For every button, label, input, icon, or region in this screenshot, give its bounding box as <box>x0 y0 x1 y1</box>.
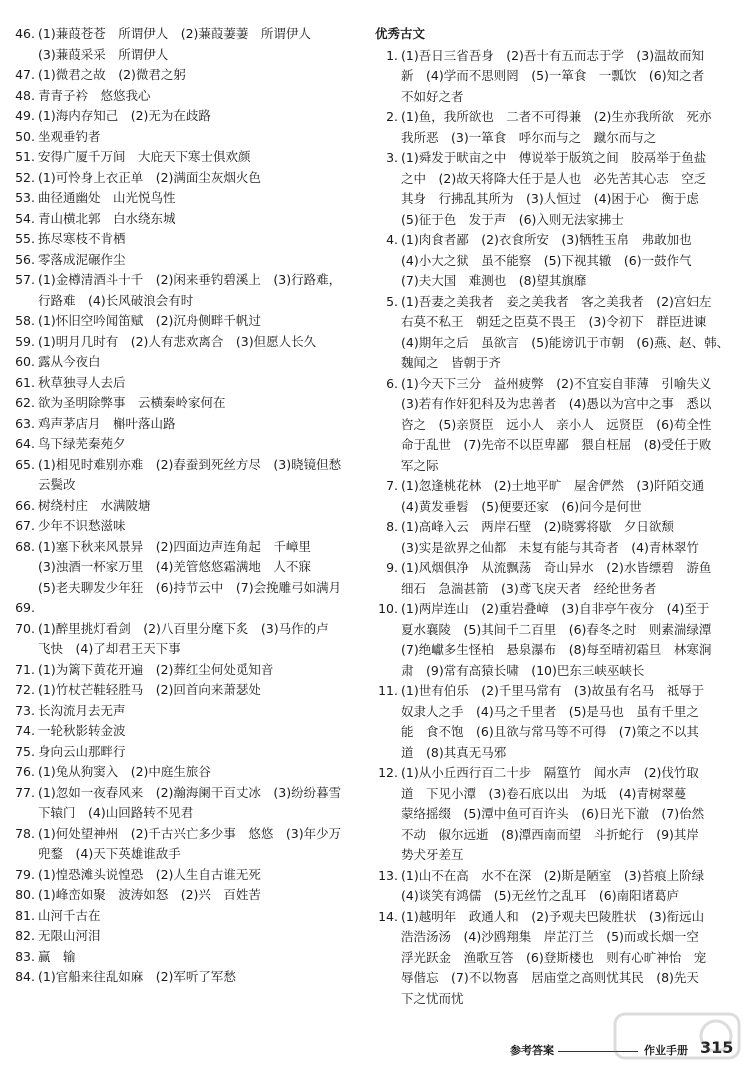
answer-number: 69. <box>15 600 35 615</box>
answer-line: 露从今夜白 <box>38 354 101 369</box>
answer-text <box>38 762 354 783</box>
answer-text <box>38 352 354 373</box>
answer-line: (5)老夫聊发少年狂 (6)持节云中 (7)会挽雕弓如满月 <box>38 579 342 595</box>
answer-text <box>38 967 354 988</box>
answer-line: 秋草独寻人去后 <box>38 374 126 390</box>
answer-text <box>401 681 739 763</box>
answer-text <box>38 885 354 906</box>
answer-text <box>38 865 354 886</box>
answer-line: (7)夫大国 难测也 (8)望其旗靡 <box>401 273 587 288</box>
answer-line: 云鬓改 <box>38 477 76 492</box>
answer-entry <box>8 352 354 373</box>
answer-entry <box>371 230 739 292</box>
answer-text <box>38 24 354 65</box>
answer-entry <box>8 660 354 681</box>
answer-text <box>38 393 354 414</box>
answer-entry <box>371 599 739 681</box>
answer-line: 奴隶人之手 (4)马之千里者 (5)是马也 虽有千里之 <box>401 703 699 719</box>
answer-number: 49. <box>15 108 35 123</box>
answer-entry <box>8 373 354 394</box>
answer-line: (1)鱼，我所欲也 二者不可得兼 (2)生亦我所欲 死亦 <box>401 109 712 124</box>
answer-line: (1)塞下秋来风景异 (2)四面边声连角起 千嶂里 <box>38 538 311 554</box>
answer-number: 1. <box>386 47 398 63</box>
answer-line: 身向云山那畔行 <box>38 743 126 759</box>
answer-line: 飞快 (4)了却君王天下事 <box>38 641 181 656</box>
answer-entry <box>8 742 354 763</box>
answer-number: 59. <box>15 333 35 349</box>
answer-line: (1)金樽清酒斗十千 (2)闲来垂钓碧溪上 (3)行路难， <box>38 272 342 287</box>
answer-line: 下之忧而忧 <box>401 990 464 1006</box>
answer-text <box>38 906 354 927</box>
answer-text <box>401 46 739 108</box>
answer-entry <box>8 188 354 209</box>
answer-number: 81. <box>15 907 35 923</box>
answer-entry <box>8 24 354 65</box>
watermark-logo <box>612 1008 742 1064</box>
answer-line: (4)黄发垂髫 (5)便要还家 (6)问今是何世 <box>401 498 642 514</box>
answer-number: 72. <box>15 682 35 697</box>
answer-number: 63. <box>15 415 35 431</box>
answer-line: 零落成泥碾作尘 <box>38 251 126 267</box>
answer-number: 58. <box>15 313 35 328</box>
answer-number: 2. <box>386 109 398 124</box>
left-column <box>8 24 354 988</box>
answer-entry <box>8 598 354 619</box>
answer-line: (1)峰峦如聚 波涛如怒 (2)兴 百姓苦 <box>38 887 261 902</box>
answer-number: 77. <box>15 784 35 800</box>
answer-line: 肃 (9)常有高猿长啸 (10)巴东三峡巫峡长 <box>401 662 645 678</box>
answer-line: 浮光跃金 渔歌互答 (6)登斯楼也 则有心旷神怡 宠 <box>401 949 707 965</box>
answer-text <box>38 229 354 250</box>
answer-line: (1)忽逢桃花林 (2)土地平旷 屋舍俨然 (3)阡陌交通 <box>401 478 705 493</box>
answer-entry <box>8 65 354 86</box>
answer-text <box>38 701 354 722</box>
answer-line: 坐观垂钓者 <box>38 128 101 144</box>
answer-entry <box>8 680 354 701</box>
answer-line: 安得广厦千万间 大庇天下寒士俱欢颜 <box>38 149 251 164</box>
answer-text <box>38 455 354 496</box>
answer-number: 62. <box>15 395 35 410</box>
answer-text <box>38 209 354 230</box>
answer-number: 52. <box>15 169 35 185</box>
answer-number: 4. <box>386 232 398 247</box>
answer-number: 82. <box>15 928 35 943</box>
answer-line: (1)兔从狗窦入 (2)中庭生旅谷 <box>38 764 211 779</box>
answer-number: 56. <box>15 251 35 267</box>
answer-line: (1)何处望神州 (2)千古兴亡多少事 悠悠 (3)年少万 <box>38 825 342 841</box>
answer-text <box>38 373 354 394</box>
answer-text <box>38 721 354 742</box>
answer-entry <box>8 86 354 107</box>
answer-number: 14. <box>378 908 398 924</box>
answer-entry <box>8 127 354 148</box>
answer-entry <box>8 721 354 742</box>
right-column <box>371 24 739 1009</box>
answer-line: (1)为篱下黄花开遍 (2)葬红尘何处觅知音 <box>38 661 274 677</box>
answer-line: 拣尽寒枝不肯栖 <box>38 231 126 246</box>
answer-line: 长沟流月去无声 <box>38 702 126 718</box>
right-entries <box>371 46 739 1010</box>
answer-number: 13. <box>378 867 398 883</box>
answer-number: 75. <box>15 743 35 759</box>
answer-text <box>38 414 354 435</box>
answer-line: (4)期年之后 虽欲言 (5)能谤讥于市朝 (6)燕、赵、韩、 <box>401 334 730 350</box>
answer-line: (1)吾妻之美我者 妾之美我者 客之美我者 (2)宫妇左 <box>401 293 712 309</box>
answer-text <box>401 599 739 681</box>
answer-number: 61. <box>15 374 35 390</box>
answer-entry <box>8 926 354 947</box>
answer-text <box>38 496 354 517</box>
answer-number: 3. <box>386 150 398 165</box>
answer-entry <box>8 332 354 353</box>
answer-number: 55. <box>15 231 35 246</box>
answer-number: 48. <box>15 87 35 103</box>
answer-number: 84. <box>15 969 35 984</box>
answer-text <box>401 866 739 907</box>
answer-line: (4)小大之狱 虽不能察 (5)下视其辙 (6)一鼓作气 <box>401 252 692 268</box>
answer-line: 道 下见小潭 (3)卷石底以出 为坻 (4)青树翠蔓 <box>401 785 687 801</box>
answer-number: 46. <box>15 26 35 41</box>
answer-entry <box>8 414 354 435</box>
answer-line: 魏闻之 皆朝于齐 <box>401 355 502 370</box>
answer-line: (3)实是欲界之仙都 未复有能与其奇者 (4)青林翠竹 <box>401 539 699 555</box>
answer-text <box>38 824 354 865</box>
answer-number: 76. <box>15 764 35 779</box>
answer-number: 7. <box>386 478 398 493</box>
answer-text <box>38 168 354 189</box>
footer-label-workbook: 作业手册 <box>644 1044 688 1057</box>
answer-text <box>401 148 739 230</box>
answer-line: 赢 输 <box>38 948 76 964</box>
answer-line: 道 (8)其真无马邪 <box>401 744 507 760</box>
answer-number: 74. <box>15 723 35 738</box>
answer-text <box>38 680 354 701</box>
answer-text <box>38 947 354 968</box>
answer-entry <box>8 619 354 660</box>
answer-entry <box>8 270 354 311</box>
answer-entry <box>371 517 739 558</box>
answer-entry <box>371 107 739 148</box>
answer-line: 咨之 (5)亲贤臣 远小人 亲小人 远贤臣 (6)苟全性 <box>401 416 712 432</box>
answer-line: 细石 急湍甚箭 (3)鸢飞戾天者 经纶世务者 <box>401 580 657 596</box>
answer-number: 73. <box>15 702 35 718</box>
answer-number: 64. <box>15 436 35 451</box>
answer-line: (1)官船来往乱如麻 (2)军听了军愁 <box>38 969 236 984</box>
answer-text <box>401 374 739 477</box>
answer-line: (1)可怜身上衣正单 (2)满面尘灰烟火色 <box>38 169 261 185</box>
answer-text <box>38 434 354 455</box>
answer-line: 无限山河泪 <box>38 928 101 943</box>
answer-entry <box>8 434 354 455</box>
answer-entry <box>8 496 354 517</box>
answer-line: 新 (4)学而不思则罔 (5)一箪食 一瓢饮 (6)知之者 <box>401 68 705 83</box>
answer-text <box>38 65 354 86</box>
answer-number: 71. <box>15 661 35 677</box>
answer-line: (1)忽如一夜春风来 (2)瀚海阑干百丈冰 (3)纷纷暮雪 <box>38 784 342 800</box>
answer-text <box>38 311 354 332</box>
answer-text <box>38 516 354 537</box>
answer-entry <box>8 824 354 865</box>
answer-number: 12. <box>378 765 398 780</box>
answer-text <box>401 476 739 517</box>
answer-text <box>38 598 354 619</box>
answer-text <box>401 763 739 866</box>
answer-entry <box>8 947 354 968</box>
answer-line: (1)山不在高 水不在深 (2)斯是陋室 (3)苔痕上阶绿 <box>401 867 705 883</box>
answer-text <box>38 742 354 763</box>
answer-entry <box>371 148 739 230</box>
answer-line: 青青子衿 悠悠我心 <box>38 87 151 103</box>
answer-text <box>38 106 354 127</box>
answer-entry <box>371 681 739 763</box>
answer-number: 50. <box>15 128 35 144</box>
answer-number: 60. <box>15 354 35 369</box>
answer-entry <box>8 311 354 332</box>
answer-entry <box>371 866 739 907</box>
answer-line: 一轮秋影转金波 <box>38 723 126 738</box>
answer-line: (1)惶恐滩头说惶恐 (2)人生自古谁无死 <box>38 866 261 882</box>
answer-line: 鸟下绿芜秦苑夕 <box>38 436 126 451</box>
answer-number: 54. <box>15 210 35 226</box>
answer-text <box>38 147 354 168</box>
answer-line: 势犬牙差互 <box>401 847 464 862</box>
answer-line: 山河千古在 <box>38 907 101 923</box>
answer-line: (5)征于色 发于声 (6)入则无法家拂士 <box>401 211 624 227</box>
page-number: 315 <box>700 1038 734 1057</box>
answer-line: 曲径通幽处 山光悦鸟性 <box>38 190 176 205</box>
answer-number: 80. <box>15 887 35 902</box>
answer-number: 5. <box>386 293 398 309</box>
answer-entry <box>8 250 354 271</box>
answer-number: 68. <box>15 538 35 554</box>
answer-line: (1)世有伯乐 (2)千里马常有 (3)故虽有名马 祗辱于 <box>401 683 705 698</box>
answer-line: 欲为圣明除弊事 云横秦岭家何在 <box>38 395 226 410</box>
answer-text <box>38 332 354 353</box>
section-title: 优秀古文 <box>375 26 426 41</box>
answer-line: 行路难 (4)长风破浪会有时 <box>38 292 194 308</box>
answer-entry <box>8 393 354 414</box>
answer-entry <box>371 476 739 517</box>
answer-text <box>401 107 739 148</box>
answer-text <box>401 230 739 292</box>
answer-number: 47. <box>15 67 35 82</box>
answer-line: 树绕村庄 水满陂塘 <box>38 497 151 513</box>
answer-line: 下辕门 (4)山回路转不见君 <box>38 805 194 820</box>
answer-text <box>38 127 354 148</box>
answer-number: 83. <box>15 948 35 964</box>
answer-line: 鸡声茅店月 槲叶落山路 <box>38 415 176 431</box>
answer-line: 其身 行拂乱其所为 (3)人恒过 (4)困于心 衡于虑 <box>401 191 699 206</box>
answer-line: 之中 (2)故天将降大任于是人也 必先苦其心志 空乏 <box>401 170 707 186</box>
answer-line: 蒙络摇缀 (5)潭中鱼可百许头 (6)日光下澈 (7)佁然 <box>401 806 705 821</box>
answer-entry <box>8 885 354 906</box>
answer-line: 少年不识愁滋味 <box>38 518 126 533</box>
answer-line: 军之际 <box>401 457 439 473</box>
answer-entry <box>371 46 739 108</box>
answer-entry <box>8 455 354 496</box>
answer-entry <box>8 701 354 722</box>
answer-number: 51. <box>15 149 35 164</box>
answer-line: (7)绝巘多生怪柏 悬泉瀑布 (8)每至晴初霜旦 林寒涧 <box>401 642 712 657</box>
answer-line: (1)海内存知己 (2)无为在歧路 <box>38 108 211 123</box>
answer-line: 不动 俶尔远逝 (8)潭西南而望 斗折蛇行 (9)其岸 <box>401 826 699 842</box>
answer-text <box>38 926 354 947</box>
answer-text <box>38 783 354 824</box>
answer-number: 57. <box>15 272 35 287</box>
answer-number: 79. <box>15 866 35 882</box>
answer-line: (1)肉食者鄙 (2)衣食所安 (3)牺牲玉帛 弗敢加也 <box>401 232 692 247</box>
answer-entry <box>8 537 354 599</box>
answer-text <box>38 619 354 660</box>
answer-line: (1)高峰入云 两岸石壁 (2)晓雾将歇 夕日欲颓 <box>401 519 674 534</box>
answer-entry <box>8 106 354 127</box>
answer-line: (1)醉里挑灯看剑 (2)八百里分麾下炙 (3)马作的卢 <box>38 620 329 636</box>
answer-entry <box>8 762 354 783</box>
answer-line: (1)从小丘西行百二十步 隔篁竹 闻水声 (2)伐竹取 <box>401 765 699 780</box>
answer-line: (1)风烟俱净 从流飘荡 奇山异水 (2)水皆缥碧 游鱼 <box>401 560 712 575</box>
answer-number: 10. <box>378 601 398 616</box>
answer-text <box>401 907 739 1010</box>
answer-entry <box>371 292 739 374</box>
answer-entry <box>8 229 354 250</box>
answer-entry <box>371 558 739 599</box>
answer-line: (1)今天下三分 益州疲弊 (2)不宜妄自菲薄 引喻失义 <box>401 375 712 391</box>
answer-entry <box>8 168 354 189</box>
answer-entry <box>8 209 354 230</box>
answer-entry <box>8 906 354 927</box>
answer-line: (1)越明年 政通人和 (2)予观夫巴陵胜状 (3)衔远山 <box>401 908 705 924</box>
answer-number: 6. <box>386 375 398 391</box>
answer-text <box>401 517 739 558</box>
answer-entry <box>371 374 739 477</box>
answer-number: 53. <box>15 190 35 205</box>
answer-line: 青山横北郭 白水绕东城 <box>38 210 176 226</box>
answer-entry <box>8 783 354 824</box>
answer-line: (3)蒹葭采采 所谓伊人 <box>38 46 169 62</box>
answer-text <box>401 558 739 599</box>
answer-text <box>38 270 354 311</box>
answer-line: (1)蒹葭苍苍 所谓伊人 (2)蒹葭萋萋 所谓伊人 <box>38 26 311 41</box>
answer-line: (1)两岸连山 (2)重岩叠嶂 (3)自非亭午夜分 (4)至于 <box>401 601 710 616</box>
answer-line: (1)相见时难别亦难 (2)春蚕到死丝方尽 (3)晓镜但愁 <box>38 456 342 472</box>
answer-entry <box>8 967 354 988</box>
answer-text <box>401 292 739 374</box>
answer-entry <box>371 763 739 866</box>
answer-entry <box>8 516 354 537</box>
answer-line: 浩浩汤汤 (4)沙鸥翔集 岸芷汀兰 (5)而或长烟一空 <box>401 929 699 944</box>
answer-line: 右莫不私王 朝廷之臣莫不畏王 (3)令初下 群臣进谏 <box>401 314 707 329</box>
answer-text <box>38 250 354 271</box>
answer-line: (1)怀旧空吟闻笛赋 (2)沉舟侧畔千帆过 <box>38 313 261 328</box>
answer-text <box>38 188 354 209</box>
answer-number: 67. <box>15 518 35 533</box>
answer-entry <box>8 865 354 886</box>
answer-line: 命于乱世 (7)先帝不以臣卑鄙 猥自枉屈 (8)受任于败 <box>401 437 712 452</box>
footer-label-answers: 参考答案 <box>510 1044 554 1057</box>
answer-number: 9. <box>386 560 398 575</box>
answer-line: (3)若有作奸犯科及为忠善者 (4)愚以为宫中之事 悉以 <box>401 396 712 411</box>
answer-text <box>38 86 354 107</box>
answer-line: 兜鍪 (4)天下英雄谁敌手 <box>38 846 181 861</box>
answer-line: (4)谈笑有鸿儒 (5)无丝竹之乱耳 (6)南阳诸葛庐 <box>401 888 680 903</box>
answer-line: 不如好之者 <box>401 88 464 104</box>
answer-line: (1)竹杖芒鞋轻胜马 (2)回首向来萧瑟处 <box>38 682 261 697</box>
answer-number: 66. <box>15 497 35 513</box>
answer-line: (1)微君之故 (2)微君之躬 <box>38 67 186 82</box>
answer-line: (1)舜发于畎亩之中 傅说举于版筑之间 胶鬲举于鱼盐 <box>401 150 707 165</box>
answer-line: 夏水襄陵 (5)其间千二百里 (6)春冬之时 则素湍绿潭 <box>401 621 712 637</box>
answer-line: 我所恶 (3)一箪食 呼尔而与之 蹴尔而与之 <box>401 129 657 145</box>
answer-line: 辱偕忘 (7)不以物喜 居庙堂之高则忧其民 (8)先天 <box>401 970 699 985</box>
answer-line: 能 食不饱 (6)且欲与常马等不可得 (7)策之不以其 <box>401 724 699 739</box>
answer-text <box>38 537 354 599</box>
answer-number: 70. <box>15 620 35 636</box>
answer-line: (1)吾日三省吾身 (2)吾十有五而志于学 (3)温故而知 <box>401 47 705 63</box>
answer-number: 8. <box>386 519 398 534</box>
answer-number: 11. <box>378 683 398 698</box>
answer-entry <box>371 907 739 1010</box>
answer-number: 78. <box>15 825 35 841</box>
answer-text <box>38 660 354 681</box>
answer-entry <box>8 147 354 168</box>
answer-number: 65. <box>15 456 35 472</box>
answer-line: (1)明月几时有 (2)人有悲欢离合 (3)但愿人长久 <box>38 333 317 349</box>
answer-line: (3)浊酒一杯家万里 (4)羌管悠悠霜满地 人不寐 <box>38 559 311 574</box>
